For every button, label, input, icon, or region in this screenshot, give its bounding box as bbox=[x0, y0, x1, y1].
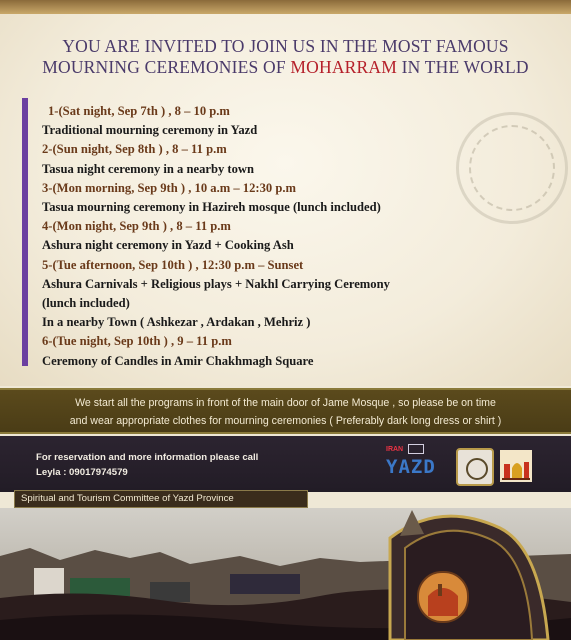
schedule-item-description: Traditional mourning ceremony in Yazd bbox=[42, 123, 258, 138]
schedule-item bbox=[42, 102, 472, 140]
notice-line-2: and wear appropriate clothes for mourning ceremonies ( Preferably dark long dress or shirt ) bbox=[69, 415, 502, 427]
notice-line-1: We start all the programs in front of the main door of Jame Mosque , so please be on time bbox=[75, 397, 496, 409]
top-border-strip bbox=[0, 0, 571, 14]
schedule-item-description: In a nearby Town ( Ashkezar , Ardakan , Mehriz ) bbox=[42, 315, 311, 330]
unesco-icon bbox=[408, 444, 424, 454]
schedule-item bbox=[42, 140, 472, 178]
notice-band bbox=[0, 388, 571, 434]
headline-line-2-start: MOURNING CEREMONIES OF bbox=[42, 57, 291, 77]
schedule-item-description: Tasua mourning ceremony in Hazireh mosque (lunch included) bbox=[42, 200, 381, 215]
headline-moharram: MOHARRAM bbox=[290, 57, 398, 77]
dome-logo-icon bbox=[500, 450, 532, 482]
sponsor-logos bbox=[386, 442, 556, 488]
contact-phone: Leyla : 09017974579 bbox=[36, 467, 128, 478]
schedule-item-time: 6-(Tue night, Sep 10th ) , 9 – 11 p.m bbox=[42, 334, 232, 349]
schedule-item bbox=[42, 179, 472, 217]
iran-logo-text: IRAN bbox=[386, 446, 404, 453]
schedule-item bbox=[42, 332, 472, 370]
schedule-item-description: (lunch included) bbox=[42, 296, 130, 311]
schedule-item-description: Ashura Carnivals + Religious plays + Nakhl Carrying Ceremony bbox=[42, 276, 390, 291]
schedule-item-time: 3-(Mon morning, Sep 9th ) , 10 a.m – 12:30 p.m bbox=[42, 180, 296, 195]
headline bbox=[20, 36, 551, 78]
committee-label: Spiritual and Tourism Committee of Yazd Province bbox=[14, 490, 308, 508]
schedule-item-description: Tasua night ceremony in a nearby town bbox=[42, 161, 255, 176]
crowd-scene-image bbox=[0, 508, 571, 640]
contact-line-1: For reservation and more information please call bbox=[36, 452, 259, 463]
schedule-item-time: 2-(Sun night, Sep 8th ) , 8 – 11 p.m bbox=[42, 142, 227, 157]
seal-watermark bbox=[456, 112, 568, 224]
headline-line-1: YOU ARE INVITED TO JOIN US IN THE MOST FAMOUS bbox=[62, 36, 509, 56]
schedule-item-time: 5-(Tue afternoon, Sep 10th ) , 12:30 p.m – Sunset bbox=[42, 257, 304, 272]
headline-line-2-end: IN THE WORLD bbox=[397, 57, 529, 77]
schedule-item bbox=[42, 217, 472, 255]
contact-info bbox=[36, 450, 258, 480]
schedule-item-description: Ceremony of Candles in Amir Chakhmagh Square bbox=[42, 353, 314, 368]
province-emblem-icon bbox=[456, 448, 494, 486]
headline-line-2 bbox=[20, 57, 551, 78]
yazd-logo: YAZD bbox=[386, 456, 436, 478]
schedule-item-description: Ashura night ceremony in Yazd + Cooking Ash bbox=[42, 238, 294, 253]
schedule-item-time: 4-(Mon night, Sep 9th ) , 8 – 11 p.m bbox=[42, 219, 231, 234]
schedule-list bbox=[42, 102, 472, 371]
ceremony-photo bbox=[0, 508, 571, 640]
schedule-accent-bar bbox=[22, 98, 28, 366]
schedule-item-time: 1-(Sat night, Sep 7th ) , 8 – 10 p.m bbox=[48, 104, 230, 118]
schedule-item bbox=[42, 256, 472, 333]
